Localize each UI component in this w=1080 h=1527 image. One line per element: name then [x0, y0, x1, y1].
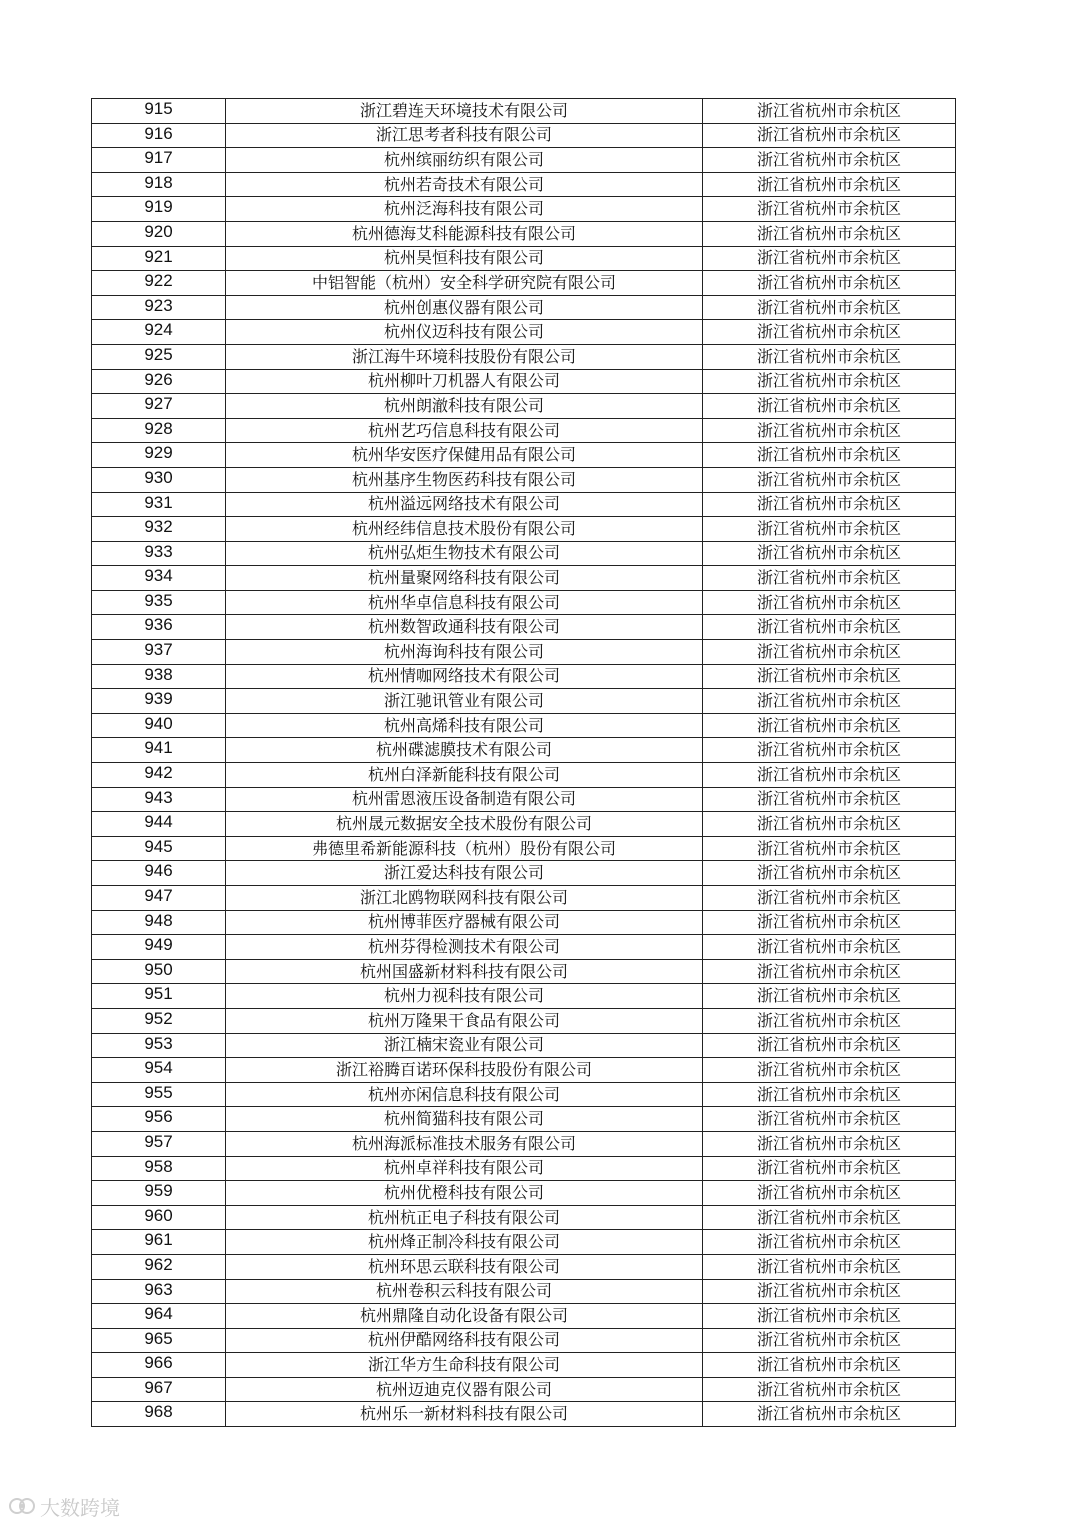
company-name: 杭州海询科技有限公司: [226, 640, 703, 665]
table-row: [92, 1304, 956, 1329]
row-number: 953: [92, 1033, 226, 1058]
table-row: [92, 467, 956, 492]
row-number: 956: [92, 1107, 226, 1132]
region: 浙江省杭州市余杭区: [703, 172, 956, 197]
region: 浙江省杭州市余杭区: [703, 1008, 956, 1033]
table-row: [92, 664, 956, 689]
table-row: [92, 1033, 956, 1058]
company-name: 浙江碧连天环境技术有限公司: [226, 99, 703, 124]
row-number: 922: [92, 271, 226, 296]
region: 浙江省杭州市余杭区: [703, 812, 956, 837]
table-row: [92, 1230, 956, 1255]
company-name: 中铝智能（杭州）安全科学研究院有限公司: [226, 271, 703, 296]
row-number: 968: [92, 1402, 226, 1427]
company-name: 杭州华卓信息科技有限公司: [226, 590, 703, 615]
region: 浙江省杭州市余杭区: [703, 320, 956, 345]
region: 浙江省杭州市余杭区: [703, 1279, 956, 1304]
table-row: [92, 394, 956, 419]
table-row: [92, 344, 956, 369]
region: 浙江省杭州市余杭区: [703, 344, 956, 369]
company-name: 杭州创惠仪器有限公司: [226, 295, 703, 320]
watermark: [8, 1491, 120, 1521]
region: 浙江省杭州市余杭区: [703, 443, 956, 468]
region: 浙江省杭州市余杭区: [703, 541, 956, 566]
company-name: 浙江北鸥物联网科技有限公司: [226, 886, 703, 911]
region: 浙江省杭州市余杭区: [703, 615, 956, 640]
row-number: 939: [92, 689, 226, 714]
region: 浙江省杭州市余杭区: [703, 99, 956, 124]
company-name: 杭州雷恩液压设备制造有限公司: [226, 787, 703, 812]
row-number: 958: [92, 1156, 226, 1181]
row-number: 928: [92, 418, 226, 443]
table-row: [92, 615, 956, 640]
table-row: [92, 197, 956, 222]
table-row: [92, 271, 956, 296]
table-row: [92, 787, 956, 812]
region: 浙江省杭州市余杭区: [703, 246, 956, 271]
watermark-logo-icon: [8, 1495, 36, 1517]
table-row: [92, 1058, 956, 1083]
company-name: 杭州博菲医疗器械有限公司: [226, 910, 703, 935]
company-name: 杭州华安医疗保健用品有限公司: [226, 443, 703, 468]
company-name: 杭州溢远网络技术有限公司: [226, 492, 703, 517]
company-name: 杭州碟滤膜技术有限公司: [226, 738, 703, 763]
table-row: [92, 1254, 956, 1279]
company-table-container: [91, 98, 955, 1427]
watermark-text: 大数跨境: [40, 1495, 120, 1520]
company-name: 浙江裕腾百诺环保科技股份有限公司: [226, 1058, 703, 1083]
company-name: 杭州鼎隆自动化设备有限公司: [226, 1304, 703, 1329]
company-name: 杭州环思云联科技有限公司: [226, 1254, 703, 1279]
row-number: 942: [92, 763, 226, 788]
row-number: 931: [92, 492, 226, 517]
table-row: [92, 517, 956, 542]
region: 浙江省杭州市余杭区: [703, 148, 956, 173]
company-name: 杭州基序生物医药科技有限公司: [226, 467, 703, 492]
table-row: [92, 861, 956, 886]
row-number: 925: [92, 344, 226, 369]
company-name: 弗德里希新能源科技（杭州）股份有限公司: [226, 836, 703, 861]
company-name: 杭州卷积云科技有限公司: [226, 1279, 703, 1304]
region: 浙江省杭州市余杭区: [703, 984, 956, 1009]
company-name: 杭州情咖网络技术有限公司: [226, 664, 703, 689]
row-number: 944: [92, 812, 226, 837]
row-number: 963: [92, 1279, 226, 1304]
region: 浙江省杭州市余杭区: [703, 221, 956, 246]
table-row: [92, 1131, 956, 1156]
company-name: 杭州杭正电子科技有限公司: [226, 1205, 703, 1230]
table-row: [92, 1107, 956, 1132]
region: 浙江省杭州市余杭区: [703, 713, 956, 738]
region: 浙江省杭州市余杭区: [703, 271, 956, 296]
company-name: 杭州量聚网络科技有限公司: [226, 566, 703, 591]
company-name: 杭州简猫科技有限公司: [226, 1107, 703, 1132]
row-number: 924: [92, 320, 226, 345]
row-number: 954: [92, 1058, 226, 1083]
company-table-body: [92, 99, 956, 1427]
region: 浙江省杭州市余杭区: [703, 763, 956, 788]
table-row: [92, 246, 956, 271]
row-number: 932: [92, 517, 226, 542]
table-row: [92, 1156, 956, 1181]
table-row: [92, 566, 956, 591]
table-row: [92, 295, 956, 320]
region: 浙江省杭州市余杭区: [703, 1230, 956, 1255]
company-name: 杭州伊酷网络科技有限公司: [226, 1328, 703, 1353]
company-name: 杭州弘炬生物技术有限公司: [226, 541, 703, 566]
company-name: 杭州烽正制冷科技有限公司: [226, 1230, 703, 1255]
table-row: [92, 148, 956, 173]
company-name: 杭州万隆果干食品有限公司: [226, 1008, 703, 1033]
row-number: 926: [92, 369, 226, 394]
row-number: 915: [92, 99, 226, 124]
region: 浙江省杭州市余杭区: [703, 1304, 956, 1329]
table-row: [92, 172, 956, 197]
company-name: 杭州德海艾科能源科技有限公司: [226, 221, 703, 246]
company-name: 杭州亦闲信息科技有限公司: [226, 1082, 703, 1107]
company-name: 杭州柳叶刀机器人有限公司: [226, 369, 703, 394]
company-name: 杭州泛海科技有限公司: [226, 197, 703, 222]
region: 浙江省杭州市余杭区: [703, 910, 956, 935]
company-name: 杭州仪迈科技有限公司: [226, 320, 703, 345]
region: 浙江省杭州市余杭区: [703, 1058, 956, 1083]
region: 浙江省杭州市余杭区: [703, 738, 956, 763]
company-name: 杭州昊恒科技有限公司: [226, 246, 703, 271]
region: 浙江省杭州市余杭区: [703, 1402, 956, 1427]
region: 浙江省杭州市余杭区: [703, 517, 956, 542]
company-name: 杭州海派标准技术服务有限公司: [226, 1131, 703, 1156]
row-number: 951: [92, 984, 226, 1009]
region: 浙江省杭州市余杭区: [703, 1205, 956, 1230]
table-row: [92, 590, 956, 615]
region: 浙江省杭州市余杭区: [703, 959, 956, 984]
region: 浙江省杭州市余杭区: [703, 664, 956, 689]
row-number: 957: [92, 1131, 226, 1156]
table-row: [92, 1377, 956, 1402]
region: 浙江省杭州市余杭区: [703, 590, 956, 615]
region: 浙江省杭州市余杭区: [703, 1131, 956, 1156]
region: 浙江省杭州市余杭区: [703, 1156, 956, 1181]
table-row: [92, 1328, 956, 1353]
row-number: 946: [92, 861, 226, 886]
table-row: [92, 959, 956, 984]
region: 浙江省杭州市余杭区: [703, 689, 956, 714]
company-name: 浙江华方生命科技有限公司: [226, 1353, 703, 1378]
region: 浙江省杭州市余杭区: [703, 640, 956, 665]
company-name: 浙江爱达科技有限公司: [226, 861, 703, 886]
table-row: [92, 1008, 956, 1033]
company-name: 杭州乐一新材料科技有限公司: [226, 1402, 703, 1427]
company-name: 杭州优橙科技有限公司: [226, 1181, 703, 1206]
region: 浙江省杭州市余杭区: [703, 418, 956, 443]
company-name: 杭州高烯科技有限公司: [226, 713, 703, 738]
row-number: 961: [92, 1230, 226, 1255]
row-number: 941: [92, 738, 226, 763]
table-row: [92, 886, 956, 911]
row-number: 930: [92, 467, 226, 492]
row-number: 937: [92, 640, 226, 665]
row-number: 940: [92, 713, 226, 738]
region: 浙江省杭州市余杭区: [703, 1181, 956, 1206]
company-name: 浙江海牛环境科技股份有限公司: [226, 344, 703, 369]
row-number: 916: [92, 123, 226, 148]
company-name: 浙江楠宋瓷业有限公司: [226, 1033, 703, 1058]
table-row: [92, 99, 956, 124]
row-number: 918: [92, 172, 226, 197]
company-name: 杭州经纬信息技术股份有限公司: [226, 517, 703, 542]
row-number: 933: [92, 541, 226, 566]
table-row: [92, 123, 956, 148]
table-row: [92, 689, 956, 714]
row-number: 919: [92, 197, 226, 222]
table-row: [92, 369, 956, 394]
table-row: [92, 320, 956, 345]
company-name: 杭州芬得检测技术有限公司: [226, 935, 703, 960]
company-name: 杭州若奇技术有限公司: [226, 172, 703, 197]
company-name: 杭州白泽新能科技有限公司: [226, 763, 703, 788]
row-number: 935: [92, 590, 226, 615]
row-number: 938: [92, 664, 226, 689]
table-row: [92, 492, 956, 517]
table-row: [92, 1402, 956, 1427]
region: 浙江省杭州市余杭区: [703, 1328, 956, 1353]
region: 浙江省杭州市余杭区: [703, 295, 956, 320]
row-number: 960: [92, 1205, 226, 1230]
table-row: [92, 443, 956, 468]
table-row: [92, 221, 956, 246]
table-row: [92, 738, 956, 763]
region: 浙江省杭州市余杭区: [703, 1353, 956, 1378]
company-table: [91, 98, 956, 1427]
region: 浙江省杭州市余杭区: [703, 369, 956, 394]
row-number: 923: [92, 295, 226, 320]
table-row: [92, 541, 956, 566]
company-name: 浙江驰讯管业有限公司: [226, 689, 703, 714]
region: 浙江省杭州市余杭区: [703, 1254, 956, 1279]
region: 浙江省杭州市余杭区: [703, 935, 956, 960]
row-number: 921: [92, 246, 226, 271]
row-number: 943: [92, 787, 226, 812]
region: 浙江省杭州市余杭区: [703, 566, 956, 591]
region: 浙江省杭州市余杭区: [703, 394, 956, 419]
table-row: [92, 1353, 956, 1378]
company-name: 杭州力视科技有限公司: [226, 984, 703, 1009]
region: 浙江省杭州市余杭区: [703, 197, 956, 222]
region: 浙江省杭州市余杭区: [703, 787, 956, 812]
row-number: 920: [92, 221, 226, 246]
row-number: 947: [92, 886, 226, 911]
table-row: [92, 418, 956, 443]
table-row: [92, 640, 956, 665]
row-number: 917: [92, 148, 226, 173]
row-number: 967: [92, 1377, 226, 1402]
row-number: 952: [92, 1008, 226, 1033]
row-number: 927: [92, 394, 226, 419]
company-name: 杭州艺巧信息科技有限公司: [226, 418, 703, 443]
table-row: [92, 935, 956, 960]
table-row: [92, 1181, 956, 1206]
region: 浙江省杭州市余杭区: [703, 861, 956, 886]
table-row: [92, 1205, 956, 1230]
company-name: 杭州晟元数据安全技术股份有限公司: [226, 812, 703, 837]
region: 浙江省杭州市余杭区: [703, 1033, 956, 1058]
company-name: 杭州迈迪克仪器有限公司: [226, 1377, 703, 1402]
row-number: 955: [92, 1082, 226, 1107]
company-name: 杭州数智政通科技有限公司: [226, 615, 703, 640]
table-row: [92, 910, 956, 935]
company-name: 杭州朗澈科技有限公司: [226, 394, 703, 419]
region: 浙江省杭州市余杭区: [703, 836, 956, 861]
region: 浙江省杭州市余杭区: [703, 492, 956, 517]
table-row: [92, 1082, 956, 1107]
row-number: 934: [92, 566, 226, 591]
table-row: [92, 812, 956, 837]
row-number: 964: [92, 1304, 226, 1329]
row-number: 945: [92, 836, 226, 861]
row-number: 950: [92, 959, 226, 984]
row-number: 949: [92, 935, 226, 960]
table-row: [92, 713, 956, 738]
row-number: 959: [92, 1181, 226, 1206]
row-number: 936: [92, 615, 226, 640]
region: 浙江省杭州市余杭区: [703, 1377, 956, 1402]
table-row: [92, 836, 956, 861]
company-name: 杭州卓祥科技有限公司: [226, 1156, 703, 1181]
table-row: [92, 763, 956, 788]
row-number: 966: [92, 1353, 226, 1378]
table-row: [92, 1279, 956, 1304]
company-name: 杭州国盛新材料科技有限公司: [226, 959, 703, 984]
table-row: [92, 984, 956, 1009]
row-number: 962: [92, 1254, 226, 1279]
row-number: 948: [92, 910, 226, 935]
row-number: 965: [92, 1328, 226, 1353]
company-name: 浙江思考者科技有限公司: [226, 123, 703, 148]
region: 浙江省杭州市余杭区: [703, 467, 956, 492]
region: 浙江省杭州市余杭区: [703, 123, 956, 148]
company-name: 杭州缤丽纺织有限公司: [226, 148, 703, 173]
region: 浙江省杭州市余杭区: [703, 1082, 956, 1107]
row-number: 929: [92, 443, 226, 468]
region: 浙江省杭州市余杭区: [703, 1107, 956, 1132]
region: 浙江省杭州市余杭区: [703, 886, 956, 911]
